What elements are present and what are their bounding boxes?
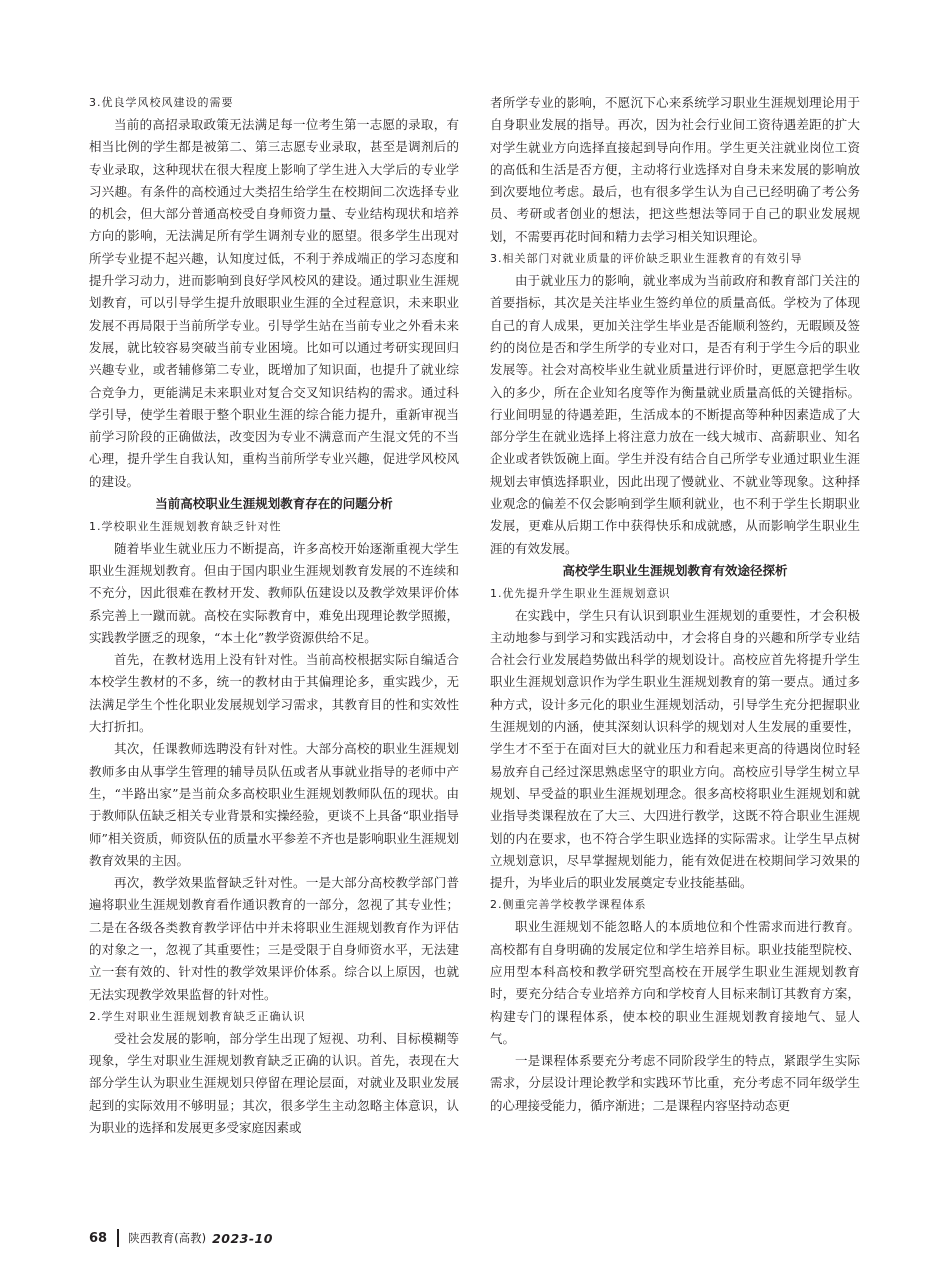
paragraph: 一是课程体系要充分考虑不同阶段学生的特点，紧跟学生实际需求，分层设计理论教学和实践环节比重，充分考虑不同年级学生的心理接受能力，循序渐进；二是课程内容坚持动态更: [490, 1053, 860, 1113]
subheading-1: 1.优先提升学生职业生涯规划意识: [490, 586, 671, 600]
journal-issue: 2023-10: [212, 1230, 273, 1246]
paragraph: 受社会发展的影响，部分学生出现了短视、功利、目标模糊等现象，学生对职业生涯规划教育缺乏正确的认识。首先，表现在大部分学生认为职业生涯规划只停留在理论层面，对就业及职业发展起到的实际效用不够明显；其次，很多学生主动忽略主体意识，认为职业的选择和发展更多受家庭因素或: [89, 1030, 459, 1136]
paragraph: 当前的高招录取政策无法满足每一位考生第一志愿的录取，有相当比例的学生都是被第二、第三志愿专业录取，甚至是调剂后的专业录取，这种现状在很大程度上影响了学生进入大学后的专业学习兴趣。有条件的高校通过大类招生给学生在校期间二次选择专业的机会，但大部分普通高校受自身师资力量、专业结构现状和培养方向的影响，无法满足所有学生调剂专业的愿望。很多学生出现对所学专业提不起兴趣，认知度过低，不利于养成端正的学习态度和提升学习动力，进而影响到良好学风校风的建设。通过职业生涯规划教育，可以引导学生提升放眼职业生涯的全过程意识，未来职业发展不再局限于当前所学专业。引导学生站在当前专业之外看未来发展，就比较容易突破当前专业困境。比如可以通过考研实现回归兴趣专业，或者辅修第二专业，既增加了知识面，也提升了就业综合竞争力，更能满足未来职业对复合交叉知识结构的需求。通过科学引导，使学生着眼于整个职业生涯的综合能力提升，重新审视当前学习阶段的正确做法，改变因为专业不满意而产生混文凭的不当心理，提升学生自我认知，重构当前所学专业兴趣，促进学风校风的建设。: [89, 117, 459, 489]
paragraph: 随着毕业生就业压力不断提高，许多高校开始逐渐重视大学生职业生涯规划教育。但由于国内职业生涯规划教育发展的不连续和不充分，因此很难在教材开发、教师队伍建设以及教学效果评价体系完善上一蹴而就。高校在实际教育中，难免出现理论教学照搬，实践教学匮乏的现象，“本土化”教学资源供给不足。: [89, 540, 459, 645]
subheading-3: 3.相关部门对就业质量的评价缺乏职业生涯教育的有效引导: [490, 252, 803, 266]
paragraph: 在实践中，学生只有认识到职业生涯规划的重要性，才会积极主动地参与到学习和实践活动中，才会将自身的兴趣和所学专业结合社会行业发展趋势做出科学的规划设计。高校应首先将提升学生职业生涯规划意识作为学生职业生涯规划教育的第一要点。通过多种方式，设计多元化的职业生涯规划活动，引导学生充分把握职业生涯规划的内涵，使其深刻认识科学的规划对人生发展的重要性，学生才不至于在面对巨大的就业压力和看起来更高的待遇岗位时轻易放弃自己经过深思熟虑坚守的职业方向。高校应引导学生树立早规划、早受益的职业生涯规划理念。很多高校将职业生涯规划和就业指导类课程放在了大三、大四进行教学，这既不符合职业生涯规划的内在要求，也不符合学生职业选择的实际需求。让学生早点树立规划意识，尽早掌握规划能力，能有效促进在校期间学习效果的提升，为毕业后的职业发展奠定专业技能基础。: [490, 607, 860, 891]
journal-name: 陕西教育(高教): [128, 1231, 207, 1245]
paragraph-continued: 者所学专业的影响，不愿沉下心来系统学习职业生涯规划理论用于自身职业发展的指导。再次，因为社会行业间工资待遇差距的扩大对学生就业方向选择直接起到导向作用。学生更关注就业岗位工资的高低和生活是否方便，主动将行业选择对自身未来发展的影响放到次要地位考虑。最后，也有很多学生认为自己已经明确了考公务员、考研或者创业的想法，把这些想法等同于自己的职业发展规划，不需要再花时间和精力去学习相关知识理论。: [490, 95, 860, 244]
subheading-2: 2.学生对职业生涯规划教育缺乏正确认识: [89, 1009, 306, 1023]
subheading-2: 2.侧重完善学校教学课程体系: [490, 898, 647, 912]
paragraph: 职业生涯规划不能忽略人的本质地位和个性需求而进行教育。高校都有自身明确的发展定位和学生培养目标。职业技能型院校、应用型本科高校和教学研究型高校在开展学生职业生涯规划教育时，要充分结合专业培养方向和学校育人目标来制订其教育方案，构建专门的课程体系，使本校的职业生涯规划教育接地气、显人气。: [490, 919, 860, 1046]
right-column: [490, 92, 860, 1117]
page-number: 68: [89, 1230, 108, 1246]
section-heading: 高校学生职业生涯规划教育有效途径探析: [562, 562, 788, 578]
left-column: [89, 92, 459, 1139]
subheading-3: 3.优良学风校风建设的需要: [89, 96, 234, 109]
page-footer: [89, 1228, 273, 1248]
section-heading: 当前高校职业生涯规划教育存在的问题分析: [155, 496, 393, 512]
paragraph: 再次，教学效果监督缺乏针对性。一是大部分高校教学部门普遍将职业生涯规划教育看作通识教育的一部分，忽视了其专业性；二是在各级各类教育教学评估中并未将职业生涯规划教育作为评估的对象之一，忽视了其重要性；三是受限于自身师资水平，无法建立一套有效的、针对性的教学效果评价体系。综合以上原因，也就无法实现教学效果监督的针对性。: [89, 875, 459, 1002]
paragraph: 其次，任课教师选聘没有针对性。大部分高校的职业生涯规划教师多由从事学生管理的辅导员队伍或者从事就业指导的老师中产生，“半路出家”是当前众多高校职业生涯规划教师队伍的现状。由于教师队伍缺乏相关专业背景和实操经验，更谈不上具备“职业指导师”相关资质，师资队伍的质量水平参差不齐也是影响职业生涯规划教育效果的主因。: [89, 741, 459, 868]
subheading-1: 1.学校职业生涯规划教育缺乏针对性: [89, 519, 282, 533]
paragraph: 首先，在教材选用上没有针对性。当前高校根据实际自编适合本校学生教材的不多，统一的教材由于其偏理论多，重实践少，无法满足学生个性化职业发展规划学习需求，其教育目的性和实效性大打折扣。: [89, 652, 459, 735]
paragraph: 由于就业压力的影响，就业率成为当前政府和教育部门关注的首要指标，其次是关注毕业生签约单位的质量高低。学校为了体现自己的育人成果，更加关注学生毕业是否能顺利签约，无暇顾及签约的岗位是否和学生所学的专业对口，是否有利于学生今后的职业发展等。社会对高校毕业生就业质量进行评价时，更愿意把学生收入的多少，所在企业知名度等作为衡量就业质量高低的关键指标。行业间明显的待遇差距，生活成本的不断提高等种种因素造成了大部分学生在就业选择上将注意力放在一线大城市、高薪职业、知名企业或者铁饭碗上面。学生并没有结合自己所学专业通过职业生涯规划去审慎选择职业，因此出现了慢就业、不就业等现象。这种择业观念的偏差不仅会影响到学生顺利就业，也不利于学生长期职业发展，更难从后期工作中获得快乐和成就感，从而影响学生职业生涯的有效发展。: [490, 273, 860, 556]
footer-divider: [117, 1229, 119, 1247]
